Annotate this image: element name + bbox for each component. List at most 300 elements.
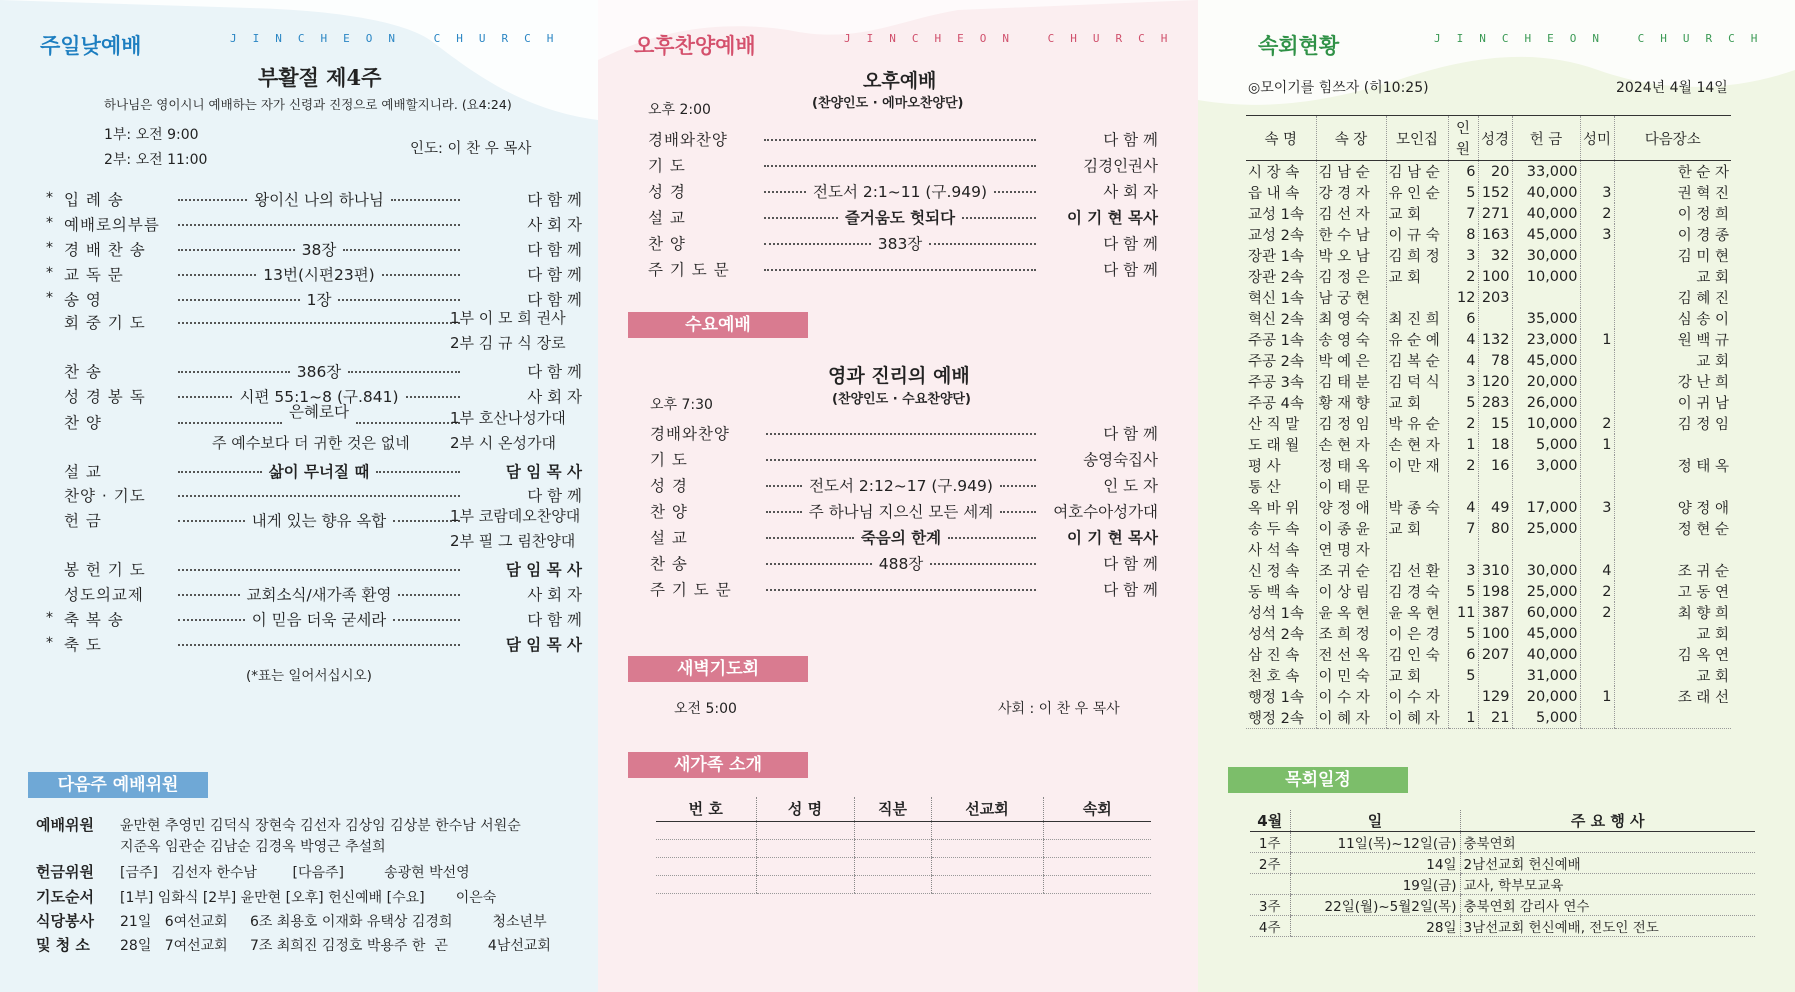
committee-role: 기도순서 (36, 888, 94, 906)
order-line (650, 474, 1158, 496)
table-cell (1580, 518, 1614, 539)
table-cell: 이 귀 남 (1614, 392, 1731, 413)
table-cell: 5 (1448, 581, 1478, 602)
table-cell: 5 (1448, 623, 1478, 644)
order-performer: 다 함 께 (527, 611, 583, 629)
table-cell: 11일(목)~12일(금) (1290, 832, 1460, 853)
table-row (1250, 853, 1755, 874)
stand-marker: * (46, 240, 53, 256)
table-cell: 권 혁 진 (1614, 182, 1731, 203)
theme-verse: 하나님은 영이시니 예배하는 자가 신령과 진정으로 예배할지니라. (요4:24) (104, 97, 512, 112)
table-cell: 교 회 (1614, 665, 1731, 686)
church-name: JINCHEON CHURCH (230, 32, 570, 45)
order-label: 기 도 (648, 157, 686, 175)
table-cell: 17,000 (1512, 497, 1580, 518)
order-label: 찬 양 (648, 235, 686, 253)
table-cell: 유 순 예 (1386, 329, 1448, 350)
order-line (64, 213, 582, 235)
order-line (64, 460, 582, 482)
table-cell: 김 옥 연 (1614, 644, 1731, 665)
table-row (1246, 623, 1731, 644)
table-cell: 손 현 자 (1316, 434, 1386, 455)
order-performer: 다 함 께 (1103, 555, 1158, 573)
order-performer: 담 임 목 사 (505, 636, 582, 654)
table-cell: 60,000 (1512, 602, 1580, 623)
order-label: 교 독 문 (64, 266, 124, 284)
table-header: 성경 (1478, 116, 1512, 161)
section-title: 주일낮예배 (40, 34, 142, 58)
stand-marker: * (46, 265, 53, 281)
table-cell: 207 (1478, 644, 1512, 665)
table-cell: 이 민 숙 (1316, 665, 1386, 686)
order-line (650, 448, 1158, 470)
table-cell: 7 (1448, 518, 1478, 539)
table-row (1246, 434, 1731, 455)
table-cell: 동 백 속 (1248, 585, 1300, 601)
table-cell: 남 궁 현 (1316, 287, 1386, 308)
table-cell (1580, 392, 1614, 413)
table-cell: 황 재 향 (1316, 392, 1386, 413)
order-line (64, 608, 582, 630)
table-cell: 이 혜 자 (1386, 707, 1448, 729)
table-cell: 6 (1448, 644, 1478, 665)
table-cell: 387 (1478, 602, 1512, 623)
table-cell: 신 정 속 (1248, 564, 1300, 580)
table-cell: 35,000 (1512, 308, 1580, 329)
wed-heading: 영과 진리의 예배 (828, 365, 970, 387)
table-cell: 교 회 (1386, 392, 1448, 413)
order-label: 설 교 (650, 529, 688, 547)
stand-marker: * (46, 610, 53, 626)
table-cell: 8 (1448, 224, 1478, 245)
sunday-service-panel (0, 0, 598, 992)
order-detail: 죽음의 한계 (860, 529, 942, 547)
dawn-leader: 사회 : 이 찬 우 목사 (998, 701, 1120, 717)
table-row (1246, 308, 1731, 329)
table-cell (1580, 350, 1614, 371)
stand-marker: * (46, 190, 53, 206)
table-cell: 교 회 (1386, 518, 1448, 539)
table-row (1246, 413, 1731, 434)
committee-members: [1부] 임화식 [2부] 윤만현 [오후] 헌신예배 [수요] 이은숙 (120, 890, 497, 906)
order-line (64, 633, 582, 655)
table-cell: 송 두 속 (1248, 522, 1300, 538)
table-cell: 박 유 순 (1386, 413, 1448, 434)
order-label: 찬 양 (650, 503, 688, 521)
order-label: 설 교 (648, 209, 686, 227)
order-line (650, 500, 1158, 522)
next-week-heading: 다음주 예배위원 (28, 772, 208, 798)
table-cell: 김 혜 진 (1614, 287, 1731, 308)
table-cell: 충북연회 (1460, 832, 1755, 853)
order-performer: 사 회 자 (527, 586, 583, 604)
order-detail: 488장 (878, 555, 924, 573)
table-cell: 김 정 은 (1316, 266, 1386, 287)
table-cell (1448, 686, 1478, 707)
order-detail: 383장 (877, 235, 923, 253)
table-cell (1580, 266, 1614, 287)
table-row (1250, 874, 1755, 895)
table-cell: 45,000 (1512, 623, 1580, 644)
table-header: 성미 (1580, 116, 1614, 161)
order-performer: 이 기 현 목사 (1066, 529, 1159, 547)
table-cell: 3 (1580, 224, 1614, 245)
table-cell: 고 동 연 (1614, 581, 1731, 602)
table-cell: 교 회 (1614, 350, 1731, 371)
table-cell: 교 회 (1386, 203, 1448, 224)
section-title: 속회현황 (1258, 34, 1340, 58)
table-row (1246, 560, 1731, 581)
order-performer-1: 1부 이 모 희 권사 (450, 309, 566, 327)
service-time-1: 1부: 오전 9:00 (104, 127, 199, 143)
table-cell: 14일 (1290, 853, 1460, 874)
table-cell: 12 (1448, 287, 1478, 308)
table-cell: 교사, 학부모교육 (1460, 874, 1755, 895)
order-line (64, 263, 582, 285)
order-label: 찬양 · 기도 (64, 487, 146, 505)
table-cell: 26,000 (1512, 392, 1580, 413)
table-cell: 산 직 말 (1248, 417, 1300, 433)
table-cell: 교성 1속 (1248, 207, 1304, 223)
table-cell: 이 혜 자 (1316, 707, 1386, 729)
order-label: 찬 송 (650, 555, 688, 573)
table-row (1250, 832, 1755, 853)
order-label: 입 례 송 (64, 191, 124, 209)
order-line (648, 128, 1158, 150)
table-cell: 김 미 현 (1614, 245, 1731, 266)
col-name: 성 명 (756, 797, 854, 821)
table-cell: 최 영 숙 (1316, 308, 1386, 329)
table-cell (1580, 644, 1614, 665)
table-cell (1478, 665, 1512, 686)
order-label: 봉 헌 기 도 (64, 561, 146, 579)
table-cell: 주공 3속 (1248, 375, 1304, 391)
table-row (1246, 602, 1731, 623)
table-cell: 읍 내 속 (1248, 186, 1300, 202)
table-row (1250, 895, 1755, 916)
table-row (1246, 686, 1731, 707)
order-performer: 다 함 께 (527, 266, 582, 284)
table-cell: 최 향 희 (1614, 602, 1731, 623)
table-row (1246, 161, 1731, 183)
table-row (1246, 245, 1731, 266)
order-line (64, 238, 582, 260)
table-cell: 행정 2속 (1246, 707, 1316, 729)
order-label: 찬 송 (64, 363, 102, 381)
section-title: 오후찬양예배 (634, 34, 756, 58)
table-cell: 25,000 (1512, 581, 1580, 602)
order-performer: 다 함 께 (1103, 235, 1158, 253)
order-performer: 다 함 께 (527, 241, 583, 259)
schedule-heading: 목회일정 (1228, 767, 1408, 793)
table-cell: 3남선교회 헌신예배, 전도인 전도 (1460, 916, 1755, 937)
col-cell: 속회 (1043, 797, 1151, 821)
table-header: 다음장소 (1614, 116, 1731, 161)
new-family-heading: 새가족 소개 (628, 752, 808, 778)
table-cell: 3 (1448, 560, 1478, 581)
order-detail: 1장 (306, 291, 332, 309)
table-cell: 10,000 (1512, 413, 1580, 434)
order-line (648, 154, 1158, 176)
table-cell (1580, 287, 1614, 308)
table-cell: 전 선 옥 (1316, 644, 1386, 665)
table-row (1246, 455, 1731, 476)
table-cell: 통 산 (1248, 480, 1281, 496)
table-cell: 이 종 윤 (1316, 518, 1386, 539)
table-cell: 4주 (1250, 916, 1290, 937)
table-cell: 교성 2속 (1248, 228, 1304, 244)
order-performer: 다 함 께 (1103, 131, 1158, 149)
wednesday-heading: 수요예배 (628, 312, 808, 338)
table-row (1246, 350, 1731, 371)
cell-status-table (1246, 115, 1731, 729)
table-cell: 100 (1478, 266, 1512, 287)
table-cell: 20 (1478, 161, 1512, 183)
table-cell (1580, 161, 1614, 183)
table-cell: 김 덕 식 (1386, 371, 1448, 392)
committee-members: [금주] 김선자 한수남 [다음주] 송광현 박선영 (120, 865, 470, 881)
table-cell: 10,000 (1512, 266, 1580, 287)
table-cell: 19일(금) (1290, 874, 1460, 895)
table-cell: 22일(월)~5월2일(목) (1290, 895, 1460, 916)
table-cell: 2 (1580, 581, 1614, 602)
dawn-heading: 새벽기도회 (628, 656, 808, 682)
table-cell: 3 (1580, 182, 1614, 203)
table-cell: 45,000 (1512, 350, 1580, 371)
table-cell (1580, 623, 1614, 644)
table-cell: 김 남 순 (1386, 161, 1448, 183)
service-heading: 부활절 제4주 (258, 65, 382, 90)
table-cell: 4 (1448, 350, 1478, 371)
order-performer: 송영숙집사 (1083, 451, 1158, 469)
table-cell: 30,000 (1512, 560, 1580, 581)
table-cell (1478, 539, 1512, 560)
order-detail-2: 주 예수보다 더 귀한 것은 없네 (212, 434, 410, 452)
committee-role: 식당봉사 (36, 912, 94, 930)
table-cell: 4 (1448, 329, 1478, 350)
table-cell: 30,000 (1512, 245, 1580, 266)
table-cell (1512, 476, 1580, 497)
table-cell: 이 수 자 (1316, 686, 1386, 707)
table-cell: 연 명 자 (1316, 539, 1386, 560)
order-label: 설 교 (64, 463, 102, 481)
cell-status-panel (1198, 0, 1795, 992)
table-row (1246, 224, 1731, 245)
order-performer: 담 임 목 사 (505, 561, 582, 579)
table-row (1246, 518, 1731, 539)
table-cell: 32 (1478, 245, 1512, 266)
table-cell: 15 (1478, 413, 1512, 434)
table-row (1246, 329, 1731, 350)
order-line (648, 258, 1158, 280)
order-performer-1: 1부 코람데오찬양대 (450, 507, 581, 525)
order-performer: 김경인권사 (1083, 157, 1158, 175)
table-cell: 김 정 임 (1316, 413, 1386, 434)
order-line (650, 526, 1158, 548)
table-cell: 최 진 희 (1386, 308, 1448, 329)
table-row (1246, 497, 1731, 518)
order-performer: 다 함 께 (527, 487, 582, 505)
table-cell: 23,000 (1512, 329, 1580, 350)
order-performer: 여호수아성가대 (1053, 503, 1159, 521)
table-cell: 김 선 환 (1386, 560, 1448, 581)
table-cell (1580, 245, 1614, 266)
table-cell (1580, 308, 1614, 329)
table-header: 인원 (1448, 116, 1478, 161)
table-cell: 교 회 (1386, 266, 1448, 287)
table-cell: 주공 2속 (1248, 354, 1304, 370)
order-performer-2: 2부 시 온성가대 (450, 434, 557, 452)
table-cell: 4 (1580, 560, 1614, 581)
table-cell: 1 (1580, 329, 1614, 350)
table-cell: 152 (1478, 182, 1512, 203)
table-row (1246, 707, 1731, 729)
table-cell: 이 태 문 (1316, 476, 1386, 497)
church-name: JINCHEON CHURCH (1434, 32, 1774, 45)
table-cell (1512, 287, 1580, 308)
table-cell: 11 (1448, 602, 1478, 623)
order-performer: 다 함 께 (1103, 581, 1158, 599)
table-cell (1580, 539, 1614, 560)
order-line (648, 206, 1158, 228)
order-label: 성 경 봉 독 (64, 388, 146, 406)
table-cell (1580, 455, 1614, 476)
order-label: 경배와찬양 (650, 425, 730, 443)
table-cell: 25,000 (1512, 518, 1580, 539)
table-cell: 5 (1448, 182, 1478, 203)
table-cell (1614, 434, 1731, 455)
table-cell (1250, 874, 1290, 895)
table-cell: 심 송 이 (1614, 308, 1731, 329)
table-cell: 정 태 옥 (1614, 455, 1731, 476)
table-cell: 충북연회 감리사 연수 (1460, 895, 1755, 916)
order-label: 경배와찬양 (648, 131, 728, 149)
table-row (1246, 476, 1731, 497)
table-cell: 2 (1580, 413, 1614, 434)
table-cell: 3주 (1250, 895, 1290, 916)
table-cell: 사 석 속 (1248, 543, 1300, 559)
table-cell: 옥 바 위 (1248, 501, 1300, 517)
order-detail: 전도서 2:1~11 (구.949) (813, 183, 988, 201)
order-label: 예배로의부름 (64, 216, 160, 234)
col-title: 직분 (854, 797, 931, 821)
table-cell: 양 정 애 (1614, 497, 1731, 518)
table-cell: 203 (1478, 287, 1512, 308)
table-cell: 3 (1580, 497, 1614, 518)
table-cell: 박 오 남 (1316, 245, 1386, 266)
table-cell: 한 수 남 (1316, 224, 1386, 245)
table-cell (1512, 539, 1580, 560)
table-cell: 1주 (1250, 832, 1290, 853)
table-row (1246, 266, 1731, 287)
order-label: 헌 금 (64, 512, 102, 530)
order-line (648, 232, 1158, 254)
order-detail: 삶이 무너질 때 (268, 463, 370, 481)
table-cell: 윤 옥 현 (1386, 602, 1448, 623)
table-cell: 윤 옥 현 (1316, 602, 1386, 623)
pm-heading: 오후예배 (863, 70, 937, 92)
table-cell: 2 (1448, 413, 1478, 434)
table-cell: 5 (1448, 392, 1478, 413)
pm-sub: (찬양인도 · 에마오찬양단) (812, 96, 964, 111)
table-cell: 271 (1478, 203, 1512, 224)
table-header: 헌 금 (1512, 116, 1580, 161)
table-row (1246, 182, 1731, 203)
table-cell: 김 남 순 (1316, 161, 1386, 183)
table-cell: 정 현 순 (1614, 518, 1731, 539)
table-cell: 강 경 자 (1316, 182, 1386, 203)
table-cell: 18 (1478, 434, 1512, 455)
order-performer: 다 함 께 (1103, 261, 1158, 279)
table-cell: 조 래 선 (1614, 686, 1731, 707)
order-detail: 386장 (296, 363, 342, 381)
new-family-table (656, 797, 1151, 894)
table-cell (1448, 539, 1478, 560)
table-cell (1614, 707, 1731, 729)
table-cell: 송 영 숙 (1316, 329, 1386, 350)
table-cell: 163 (1478, 224, 1512, 245)
table-cell: 박 종 숙 (1386, 497, 1448, 518)
table-cell: 7 (1448, 203, 1478, 224)
table-cell: 20,000 (1512, 686, 1580, 707)
order-performer: 다 함 께 (527, 363, 582, 381)
order-label: 주 기 도 문 (648, 261, 730, 279)
order-performer-2: 2부 김 규 식 장로 (450, 334, 566, 352)
order-performer: 사 회 자 (527, 216, 582, 234)
table-cell: 교 회 (1386, 665, 1448, 686)
table-cell: 손 현 자 (1386, 434, 1448, 455)
order-detail: 13번(시편23편) (263, 266, 375, 284)
standing-note: (*표는 일어서십시오) (246, 668, 372, 684)
order-label: 경 배 찬 송 (64, 241, 146, 259)
order-line (64, 360, 582, 382)
table-cell (1478, 476, 1512, 497)
order-line (650, 422, 1158, 444)
table-cell: 283 (1478, 392, 1512, 413)
table-cell: 129 (1478, 686, 1512, 707)
table-row (1246, 665, 1731, 686)
committee-members: 21일 6여선교회 6조 최용호 이재화 유택상 김경희 청소년부 (120, 914, 547, 930)
table-cell: 장관 1속 (1248, 249, 1304, 265)
table-row (656, 821, 1151, 839)
order-performer: 사 회 자 (1103, 183, 1159, 201)
committee-members: 윤만현 추영민 김덕식 장현숙 김선자 김상임 김상분 한수남 서원순 (120, 818, 521, 834)
col-month: 4월 (1250, 810, 1290, 832)
table-cell: 혁신 2속 (1248, 312, 1304, 328)
order-detail: 은혜로다 (289, 403, 349, 421)
table-cell (1448, 476, 1478, 497)
order-line (64, 558, 582, 580)
table-row (1246, 581, 1731, 602)
table-cell: 주공 1속 (1248, 333, 1304, 349)
table-cell: 김 복 순 (1386, 350, 1448, 371)
table-cell (1580, 371, 1614, 392)
order-performer: 담 임 목 사 (505, 463, 583, 481)
table-cell: 2 (1448, 455, 1478, 476)
table-cell: 2남선교회 헌신예배 (1460, 853, 1755, 874)
order-detail: 왕이신 나의 하나님 (254, 191, 384, 209)
committee-role: 헌금위원 (36, 863, 94, 881)
table-cell: 6 (1448, 161, 1478, 183)
table-cell: 이 수 자 (1386, 686, 1448, 707)
table-row (1246, 539, 1731, 560)
table-cell: 조 귀 순 (1316, 560, 1386, 581)
table-row (1246, 203, 1731, 224)
table-cell: 천 호 속 (1248, 669, 1300, 685)
table-cell: 교 회 (1614, 266, 1731, 287)
order-detail: 시편 55:1~8 (구.841) (239, 388, 399, 406)
table-cell: 김 희 정 (1386, 245, 1448, 266)
